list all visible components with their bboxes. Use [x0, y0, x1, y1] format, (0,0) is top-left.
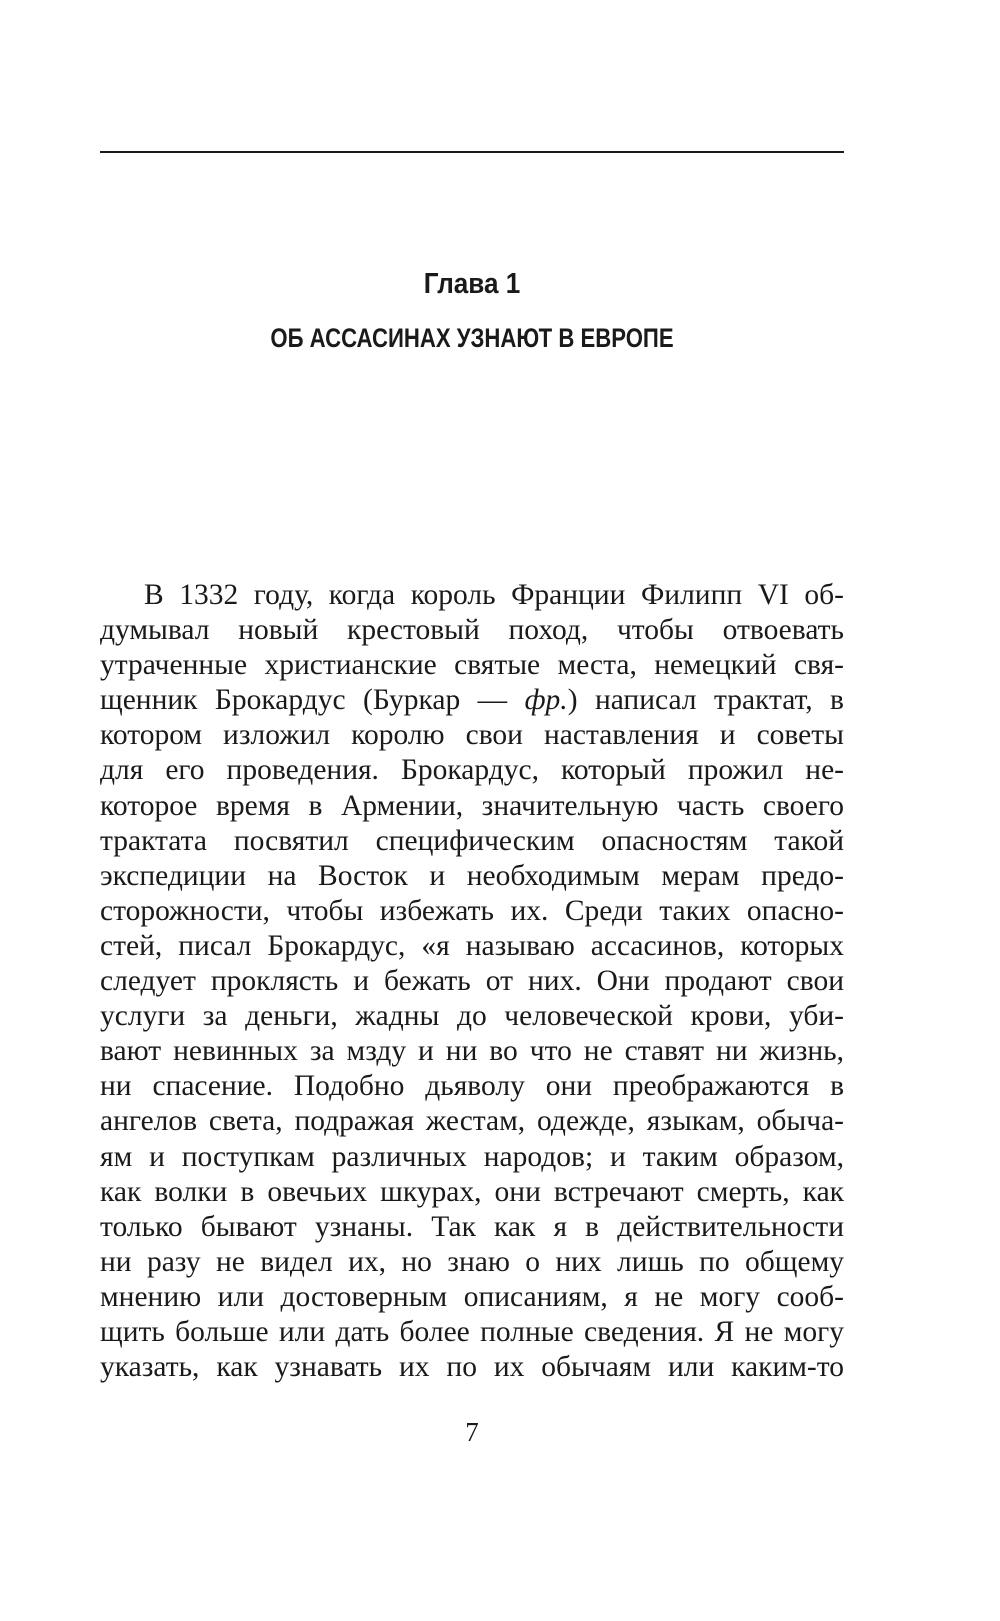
- text-line: экспедиции на Восток и необходимым мерам предо-: [100, 859, 844, 892]
- text-line: утраченные христианские святые места, немецкий свя-: [100, 649, 844, 682]
- top-rule: [100, 151, 844, 153]
- text-line: только бывают узнаны. Так как я в действительности: [100, 1210, 844, 1243]
- text-line: мнению или достоверным описаниям, я не могу сооб-: [100, 1280, 844, 1313]
- text-line: котором изложил королю свои наставления и советы: [100, 719, 844, 752]
- text-line: которое время в Армении, значительную часть своего: [100, 789, 844, 822]
- text-line: как волки в овечьих шкурах, они встречают смерть, как: [100, 1175, 844, 1208]
- text-line: щенник Брокардус (Буркар — фр.) написал трактат, в: [100, 684, 844, 717]
- text-line: трактата посвятил специфическим опасностям такой: [100, 824, 844, 857]
- text-line: ям и поступкам различных народов; и таким образом,: [100, 1140, 844, 1173]
- text-line: вают невинных за мзду и ни во что не ставят ни жизнь,: [100, 1035, 844, 1068]
- text-line: сторожности, чтобы избежать их. Среди таких опасно-: [100, 894, 844, 927]
- text-line: ни разу не видел их, но знаю о них лишь по общему: [100, 1245, 844, 1278]
- text-line: думывал новый крестовый поход, чтобы отвоевать: [100, 614, 844, 647]
- text-line: В 1332 году, когда король Франции Филипп VI об-: [144, 579, 844, 611]
- text-line: следует проклясть и бежать от них. Они продают свои: [100, 965, 844, 998]
- chapter-label: Глава 1: [423, 268, 521, 300]
- text-line: для его проведения. Брокардус, который прожил не-: [100, 754, 844, 787]
- text-line: щить больше или дать более полные сведения. Я не могу: [100, 1315, 844, 1348]
- page-number: 7: [465, 1417, 479, 1447]
- body-text: [100, 578, 844, 1385]
- text-line: ни спасение. Подобно дьяволу они преображаются в: [100, 1070, 844, 1103]
- text-line: указать, как узнавать их по их обычаям или каким-то: [100, 1351, 844, 1384]
- chapter-title: ОБ АССАСИНАХ УЗНАЮТ В ЕВРОПЕ: [270, 323, 674, 353]
- text-line: стей, писал Брокардус, «я называю ассасинов, которых: [100, 929, 844, 962]
- text-line: ангелов света, подражая жестам, одежде, языкам, обыча-: [100, 1105, 844, 1138]
- text-line: услуги за деньги, жадны до человеческой крови, уби-: [100, 1000, 844, 1033]
